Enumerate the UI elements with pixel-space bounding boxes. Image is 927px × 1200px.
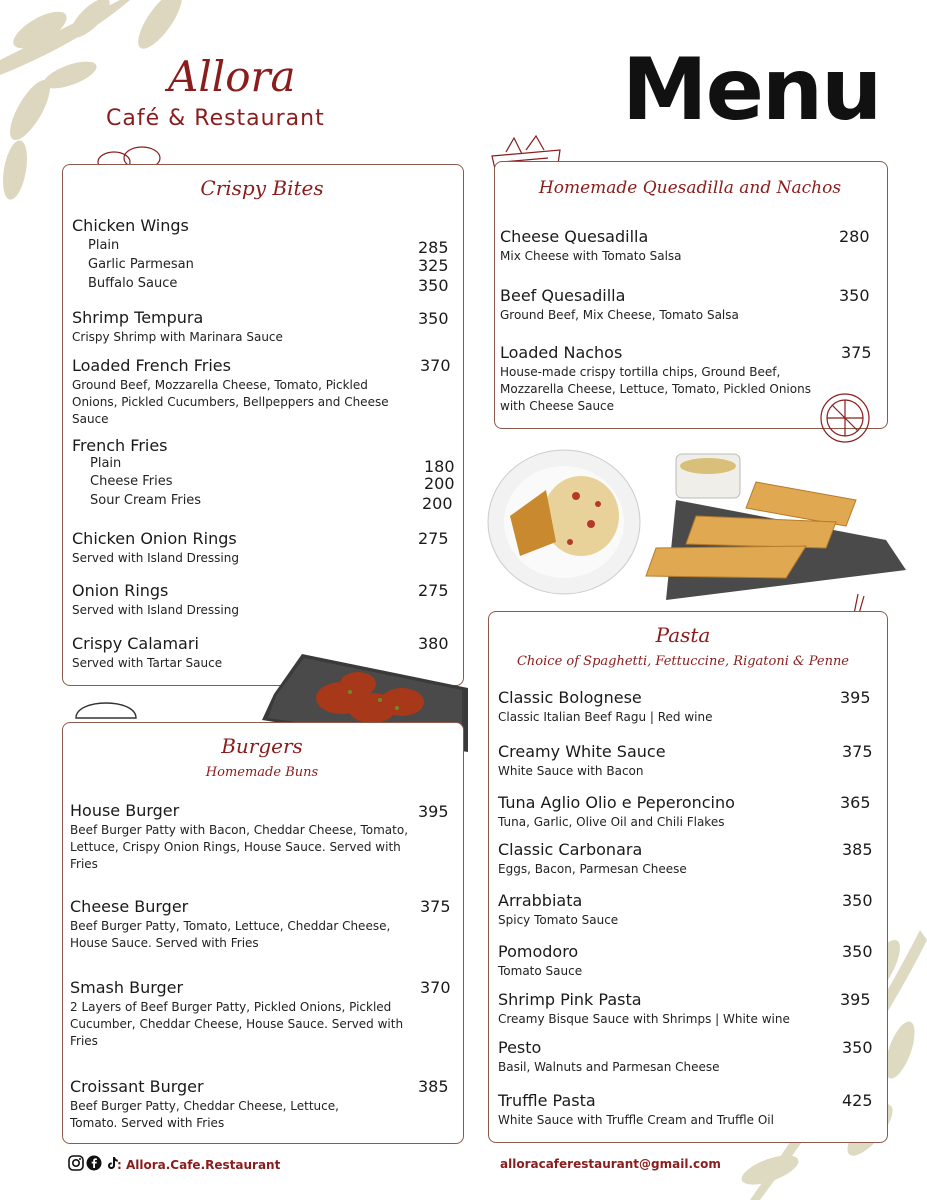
burgers-subtitle: Homemade Buns — [205, 765, 319, 780]
item-name: Classic Carbonara — [498, 840, 643, 859]
option-price: 285 — [418, 238, 449, 257]
menu-item-cheese-burger — [70, 897, 415, 952]
item-description: Basil, Walnuts and Parmesan Cheese — [498, 1060, 720, 1074]
option-label: Garlic Parmesan — [88, 257, 194, 272]
item-price: 280 — [839, 227, 870, 246]
item-description: Served with Island Dressing — [72, 551, 239, 565]
instagram-icon[interactable] — [68, 1155, 84, 1171]
brand-subtitle: Café & Restaurant — [106, 106, 325, 131]
contact-email[interactable]: alloracaferestaurant@gmail.com — [500, 1157, 721, 1171]
menu-item-creamy-white-sauce — [498, 742, 818, 780]
item-name: Chicken Onion Rings — [72, 529, 237, 548]
menu-item-chicken-wings — [72, 216, 189, 235]
menu-item-french-fries — [72, 436, 168, 455]
menu-item-cheese-quesadilla — [500, 227, 820, 265]
menu-item-loaded-french-fries — [72, 356, 407, 428]
item-name: French Fries — [72, 436, 168, 455]
menu-item-onion-rings — [72, 581, 402, 619]
item-price: 350 — [842, 1038, 873, 1057]
option-label: Plain — [90, 456, 122, 471]
burgers-title: Burgers — [221, 734, 303, 758]
brand-logo-name: Allora — [168, 52, 296, 101]
menu-item-house-burger — [70, 801, 410, 873]
social-handle[interactable]: : Allora.Cafe.Restaurant — [117, 1158, 281, 1172]
item-price: 350 — [839, 286, 870, 305]
menu-item-shrimp-tempura — [72, 308, 402, 346]
menu-item-tuna-aglio-olio — [498, 793, 828, 831]
item-description: Tuna, Garlic, Olive Oil and Chili Flakes — [498, 815, 725, 829]
item-description: 2 Layers of Beef Burger Patty, Pickled Onions, Pickled Cucumber, Cheddar Cheese, House Sauce. Served with Fries — [70, 1000, 404, 1048]
quesadilla-title: Homemade Quesadilla and Nachos — [538, 178, 842, 198]
menu-item-pomodoro — [498, 942, 818, 980]
item-description: Ground Beef, Mix Cheese, Tomato Salsa — [500, 308, 739, 322]
item-name: Croissant Burger — [70, 1077, 204, 1096]
menu-item-croissant-burger — [70, 1077, 370, 1132]
item-name: Pomodoro — [498, 942, 579, 961]
item-price: 275 — [418, 529, 449, 548]
item-name: Truffle Pasta — [498, 1091, 596, 1110]
item-name: Chicken Wings — [72, 216, 189, 235]
item-description: Creamy Bisque Sauce with Shrimps | White wine — [498, 1012, 790, 1026]
menu-item-arrabbiata — [498, 891, 818, 929]
menu-item-pesto — [498, 1038, 818, 1076]
item-name: House Burger — [70, 801, 180, 820]
menu-item-truffle-pasta — [498, 1091, 833, 1129]
item-description: Tomato Sauce — [498, 964, 583, 978]
item-price: 350 — [842, 891, 873, 910]
menu-item-chicken-onion-rings — [72, 529, 402, 567]
option-price: 325 — [418, 256, 449, 275]
item-price: 395 — [840, 688, 871, 707]
item-description: Served with Tartar Sauce — [72, 656, 223, 670]
item-price: 385 — [842, 840, 873, 859]
option-price: 180 — [424, 457, 455, 476]
quesadilla-board-photo — [636, 450, 908, 600]
menu-item-smash-burger — [70, 978, 410, 1050]
social-icons — [68, 1155, 120, 1171]
option-price: 350 — [418, 276, 449, 295]
item-name: Beef Quesadilla — [500, 286, 626, 305]
item-price: 395 — [840, 990, 871, 1009]
item-price: 395 — [418, 802, 449, 821]
item-description: Beef Burger Patty, Cheddar Cheese, Lettuce, Tomato. Served with Fries — [70, 1099, 339, 1130]
pasta-title: Pasta — [655, 623, 711, 647]
item-description: Beef Burger Patty with Bacon, Cheddar Cheese, Tomato, Lettuce, Crispy Onion Rings, House Sauce. Served with Fries — [70, 823, 409, 871]
item-name: Loaded Nachos — [500, 343, 623, 362]
item-name: Crispy Calamari — [72, 634, 199, 653]
item-description: Eggs, Bacon, Parmesan Cheese — [498, 862, 687, 876]
page-title: Menu — [622, 40, 881, 140]
item-price: 380 — [418, 634, 449, 653]
item-name: Shrimp Tempura — [72, 308, 204, 327]
item-name: Cheese Burger — [70, 897, 189, 916]
item-price: 365 — [840, 793, 871, 812]
option-price: 200 — [424, 474, 455, 493]
pizza-icon — [812, 390, 878, 446]
item-price: 375 — [841, 343, 872, 362]
item-price: 425 — [842, 1091, 873, 1110]
item-description: Served with Island Dressing — [72, 603, 239, 617]
item-price: 385 — [418, 1077, 449, 1096]
item-price: 370 — [420, 356, 451, 375]
item-price: 375 — [420, 897, 451, 916]
item-description: Beef Burger Patty, Tomato, Lettuce, Cheddar Cheese, House Sauce. Served with Fries — [70, 919, 391, 950]
option-label: Buffalo Sauce — [88, 276, 178, 291]
item-description: Mix Cheese with Tomato Salsa — [500, 249, 682, 263]
menu-item-classic-bolognese — [498, 688, 818, 726]
item-name: Pesto — [498, 1038, 542, 1057]
item-description: White Sauce with Truffle Cream and Truffle Oil — [498, 1113, 774, 1127]
item-name: Onion Rings — [72, 581, 169, 600]
item-name: Creamy White Sauce — [498, 742, 666, 761]
menu-item-shrimp-pink-pasta — [498, 990, 833, 1028]
item-name: Cheese Quesadilla — [500, 227, 649, 246]
item-name: Tuna Aglio Olio e Peperoncino — [498, 793, 735, 812]
facebook-icon[interactable] — [86, 1155, 102, 1171]
item-price: 350 — [418, 309, 449, 328]
option-price: 200 — [422, 494, 453, 513]
item-name: Loaded French Fries — [72, 356, 231, 375]
item-description: House-made crispy tortilla chips, Ground Beef, Mozzarella Cheese, Lettuce, Tomato, Pickled Onions with Cheese Sauce — [500, 365, 811, 413]
crispy-bites-title: Crispy Bites — [200, 176, 324, 200]
option-label: Sour Cream Fries — [90, 493, 202, 508]
menu-item-beef-quesadilla — [500, 286, 820, 324]
item-description: Spicy Tomato Sauce — [498, 913, 619, 927]
item-name: Classic Bolognese — [498, 688, 642, 707]
option-label: Cheese Fries — [90, 474, 173, 489]
item-description: Crispy Shrimp with Marinara Sauce — [72, 330, 283, 344]
item-name: Smash Burger — [70, 978, 184, 997]
item-name: Shrimp Pink Pasta — [498, 990, 642, 1009]
menu-item-loaded-nachos — [500, 343, 820, 415]
item-name: Arrabbiata — [498, 891, 583, 910]
item-price: 375 — [842, 742, 873, 761]
option-label: Plain — [88, 238, 120, 253]
pasta-plate-photo — [486, 446, 642, 596]
item-description: Ground Beef, Mozzarella Cheese, Tomato, Pickled Onions, Pickled Cucumbers, Bellpeppers and Cheese Sauce — [72, 378, 389, 426]
item-description: Classic Italian Beef Ragu | Red wine — [498, 710, 713, 724]
item-price: 350 — [842, 942, 873, 961]
pasta-subtitle: Choice of Spaghetti, Fettuccine, Rigatoni & Penne — [516, 654, 850, 669]
item-price: 275 — [418, 581, 449, 600]
item-price: 370 — [420, 978, 451, 997]
item-description: White Sauce with Bacon — [498, 764, 644, 778]
menu-item-classic-carbonara — [498, 840, 818, 878]
